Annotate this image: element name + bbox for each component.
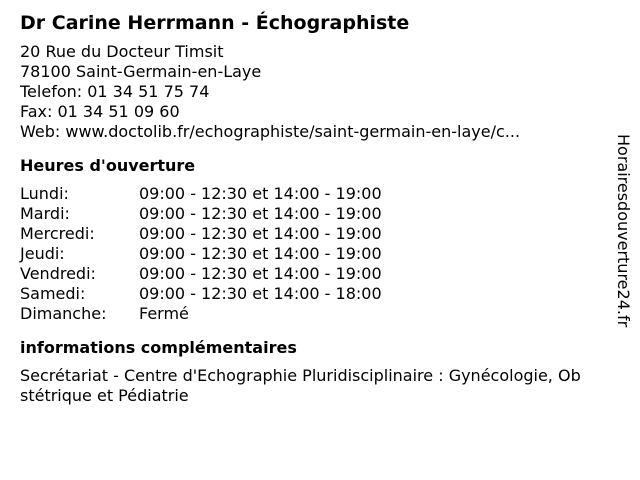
- address-line-2: 78100 Saint-Germain-en-Laye: [20, 62, 262, 81]
- hours-row-friday: [20, 264, 590, 284]
- day-label: Lundi:: [20, 184, 69, 203]
- page-title: Dr Carine Herrmann - Échographiste: [20, 12, 410, 34]
- day-label: Dimanche:: [20, 304, 107, 323]
- day-label: Mardi:: [20, 204, 70, 223]
- hours-value: 09:00 - 12:30 et 14:00 - 19:00: [139, 264, 382, 283]
- day-label: Mercredi:: [20, 224, 95, 243]
- day-label: Vendredi:: [20, 264, 96, 283]
- hours-row-tuesday: [20, 204, 590, 224]
- hours-value: 09:00 - 12:30 et 14:00 - 19:00: [139, 204, 382, 223]
- day-label: Samedi:: [20, 284, 86, 303]
- brand-watermark: Horairesdouverture24.fr: [614, 134, 633, 328]
- hours-row-thursday: [20, 244, 590, 264]
- day-label: Jeudi:: [20, 244, 65, 263]
- fax-line: Fax: 01 34 51 09 60: [20, 102, 180, 121]
- hours-list: [20, 184, 590, 324]
- phone-line: Telefon: 01 34 51 75 74: [20, 82, 210, 101]
- hours-value: 09:00 - 12:30 et 14:00 - 19:00: [139, 244, 382, 263]
- hours-value: 09:00 - 12:30 et 14:00 - 19:00: [139, 224, 382, 243]
- info-text: Secrétariat - Centre d'Echographie Pluridisciplinaire : Gynécologie, Obstétrique et Pédiatrie: [20, 366, 581, 405]
- hours-value: 09:00 - 12:30 et 14:00 - 18:00: [139, 284, 382, 303]
- listing-content: [20, 10, 590, 406]
- hours-heading: Heures d'ouverture: [20, 156, 196, 175]
- contact-block: [20, 42, 590, 142]
- hours-row-sunday: [20, 304, 590, 324]
- web-line: Web: www.doctolib.fr/echographiste/saint-germain-en-laye/c...: [20, 122, 521, 141]
- hours-row-monday: [20, 184, 590, 204]
- address-line-1: 20 Rue du Docteur Timsit: [20, 42, 224, 61]
- hours-value: Fermé: [139, 304, 189, 323]
- hours-value: 09:00 - 12:30 et 14:00 - 19:00: [139, 184, 382, 203]
- hours-row-saturday: [20, 284, 590, 304]
- info-heading: informations complémentaires: [20, 338, 297, 357]
- hours-row-wednesday: [20, 224, 590, 244]
